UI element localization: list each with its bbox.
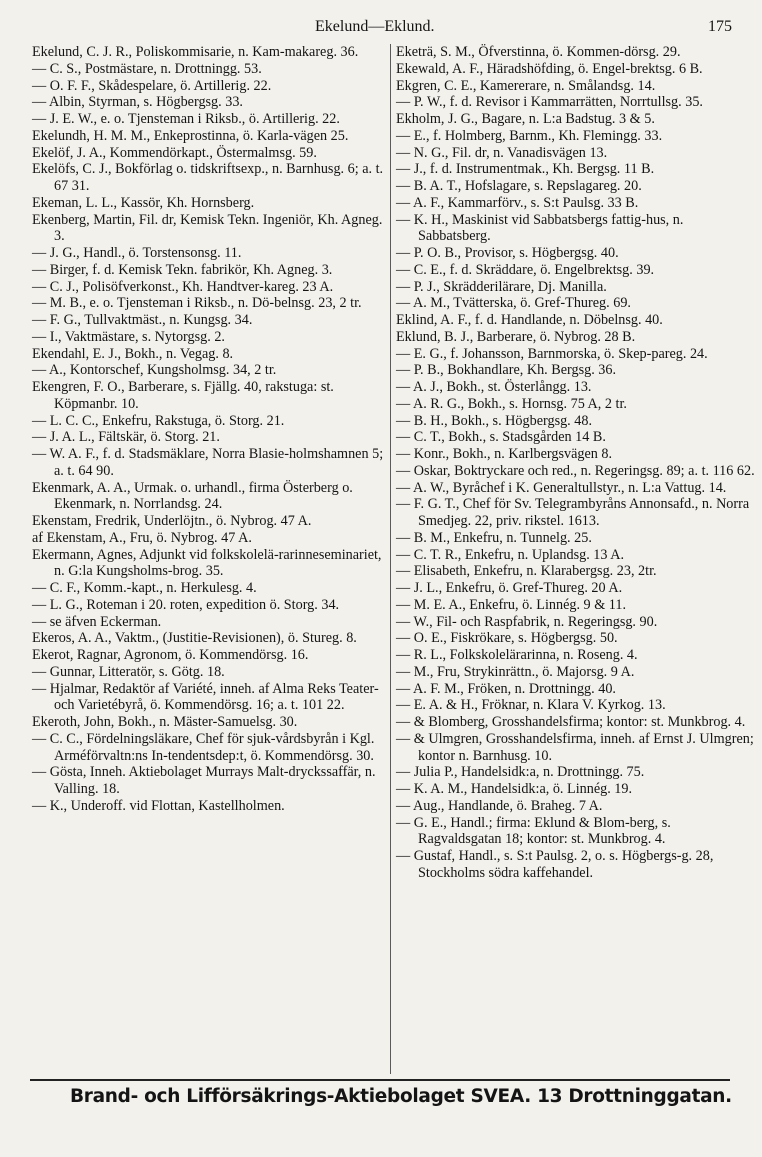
directory-entry: — C. C., Fördelningsläkare, Chef för sjuk-vårdsbyrån i Kgl. Arméförvaltn:ns In-tendentsdep:t, ö. Kommendörsg. 30. — [32, 730, 375, 764]
directory-entry: Eklund, B. J., Barberare, ö. Nybrog. 28 B. — [396, 328, 636, 345]
directory-entry: — & Blomberg, Grosshandelsfirma; kontor: st. Munkbrog. 4. — [396, 714, 746, 730]
directory-entry: — B. A. T., Hofslagare, s. Repslagareg. 20. — [396, 178, 642, 194]
directory-entry: — Albin, Styrman, s. Högbergsg. 33. — [32, 94, 243, 111]
directory-entry: — A. M., Tvätterska, ö. Gref-Thureg. 69. — [396, 295, 631, 312]
page-number: 175 — [708, 18, 732, 35]
directory-entry: — F. G. T., Chef för Sv. Telegrambyråns Annonsafd., n. Norra Smedjeg. 22, priv. rikstel. 1613. — [396, 496, 750, 529]
right-column — [396, 44, 756, 882]
directory-entry: — & Ulmgren, Grosshandelsfirma, inneh. af Ernst J. Ulmgren; kontor n. Barnhusg. 10. — [396, 730, 754, 764]
directory-entry: — C. S., Postmästare, n. Drottningg. 53. — [32, 60, 262, 77]
directory-entry: Ekerot, Ragnar, Agronom, ö. Kommendörsg. 16. — [32, 647, 309, 663]
directory-entry: — Oskar, Boktryckare och red., n. Regeringsg. 89; a. t. 116 62. — [396, 462, 755, 479]
directory-entry: Ekelund, C. J. R., Poliskommisarie, n. Kam-makareg. 36. — [32, 44, 359, 60]
directory-entry: — C. T., Bokh., s. Stadsgården 14 B. — [396, 429, 606, 446]
directory-entry: — F. G., Tullvaktmäst., n. Kungsg. 34. — [32, 312, 253, 328]
directory-entry: Ekenmark, A. A., Urmak. o. urhandl., firma Österberg o. Ekenmark, n. Norrlandsg. 24. — [32, 479, 353, 513]
footer-rule — [30, 1079, 730, 1081]
directory-entry: — P. B., Bokhandlare, Kh. Bergsg. 36. — [396, 362, 617, 379]
directory-entry: — J. G., Handl., ö. Torstensonsg. 11. — [32, 245, 242, 261]
directory-entry: — K. A. M., Handelsidk:a, ö. Linnég. 19. — [396, 781, 633, 797]
directory-entry: Ekelundh, H. M. M., Enkeprostinna, ö. Karla-vägen 25. — [32, 127, 349, 144]
directory-entry: — Hjalmar, Redaktör af Variété, inneh. af Alma Reks Teater- och Varietébyrå, ö. Kommendörsg. 16; a. t. 101 22. — [32, 680, 379, 714]
directory-entry: — J. A. L., Fältskär, ö. Storg. 21. — [32, 429, 220, 446]
directory-entry: Ekeman, L. L., Kassör, Kh. Hornsberg. — [32, 194, 255, 211]
directory-entry: — Julia P., Handelsidk:a, n. Drottningg. 75. — [396, 764, 645, 781]
advertisement-banner: Brand- och Lifförsäkrings-Aktiebolaget SVEA. 13 Drottninggatan. — [70, 1086, 732, 1107]
directory-entry: — R. L., Folkskolelärarinna, n. Roseng. 4. — [396, 647, 638, 663]
directory-entry: Ekelöfs, C. J., Bokförlag o. tidskriftsexp., n. Barnhusg. 6; a. t. 67 31. — [32, 161, 384, 194]
directory-entry: — A. W., Byråchef i K. Generaltullstyr., n. L:a Vattug. 14. — [396, 479, 727, 496]
directory-entry: — A. F. M., Fröken, n. Drottningg. 40. — [396, 680, 616, 697]
directory-entry: — M. E. A., Enkefru, ö. Linnég. 9 & 11. — [396, 596, 626, 613]
directory-entry: — L. G., Roteman i 20. roten, expedition ö. Storg. 34. — [32, 596, 340, 613]
directory-entry: — M., Fru, Strykinrättn., ö. Majorsg. 9 A. — [396, 663, 635, 680]
directory-entry: — A. J., Bokh., st. Österlångg. 13. — [396, 379, 592, 395]
directory-entry: — B. H., Bokh., s. Högbergsg. 48. — [396, 412, 593, 429]
directory-entry: Ekewald, A. F., Häradshöfding, ö. Engel-brektsg. 6 B. — [396, 60, 703, 77]
directory-entry: Ekenberg, Martin, Fil. dr, Kemisk Tekn. Ingeniör, Kh. Agneg. 3. — [32, 211, 383, 245]
directory-entry: — K., Underoff. vid Flottan, Kastellholmen. — [32, 797, 285, 814]
directory-entry: Ekeroth, John, Bokh., n. Mäster-Samuelsg. 30. — [32, 714, 298, 730]
directory-entry: — B. M., Enkefru, n. Tunnelg. 25. — [396, 529, 592, 546]
directory-entry: — E. G., f. Johansson, Barnmorska, ö. Skep-pareg. 24. — [396, 345, 708, 362]
directory-entry: — C. T. R., Enkefru, n. Uplandsg. 13 A. — [396, 546, 625, 563]
directory-entry: — M. B., e. o. Tjensteman i Riksb., n. Dö-belnsg. 23, 2 tr. — [32, 295, 362, 312]
directory-entry: Eketrä, S. M., Öfverstinna, ö. Kommen-dörsg. 29. — [396, 44, 681, 60]
directory-entry: — P. W., f. d. Revisor i Kammarrätten, Norrtullsg. 35. — [396, 94, 703, 111]
directory-entry: af Ekenstam, A., Fru, ö. Nybrog. 47 A. — [32, 529, 252, 546]
directory-entry: — P. J., Skrädderilärare, Dj. Manilla. — [396, 278, 607, 295]
directory-entry: Ekgren, C. E., Kamererare, n. Smålandsg. 14. — [396, 77, 656, 94]
directory-entry: Ekermann, Agnes, Adjunkt vid folkskolelä-rarinneseminariet, n. G:la Kungsholms-brog. 35. — [32, 546, 382, 580]
directory-entry: — Gustaf, Handl., s. S:t Paulsg. 2, o. s. Högbergs-g. 28, Stockholms södra kaffehandel. — [396, 848, 714, 881]
directory-entry: — Aug., Handlande, ö. Braheg. 7 A. — [396, 797, 603, 814]
directory-entry: Ekeros, A. A., Vaktm., (Justitie-Revisionen), ö. Stureg. 8. — [32, 630, 357, 647]
directory-entry: — O. F. F., Skådespelare, ö. Artillerig. 22. — [32, 77, 272, 94]
directory-entry: — L. C. C., Enkefru, Rakstuga, ö. Storg. 21. — [32, 412, 285, 429]
directory-entry: — C. E., f. d. Skräddare, ö. Engelbrektsg. 39. — [396, 261, 655, 278]
directory-entry: Ekengren, F. O., Barberare, s. Fjällg. 40, rakstuga: st. Köpmanbr. 10. — [32, 379, 334, 412]
directory-entry: — Konr., Bokh., n. Karlbergsvägen 8. — [396, 446, 613, 462]
directory-entry: — P. O. B., Provisor, s. Högbergsg. 40. — [396, 245, 619, 261]
directory-entry: — W., Fil- och Raspfabrik, n. Regeringsg. 90. — [396, 613, 658, 630]
page-title: Ekelund—Eklund. — [315, 18, 435, 35]
directory-entry: — A. R. G., Bokh., s. Hornsg. 75 A, 2 tr. — [396, 395, 627, 412]
directory-entry: — J., f. d. Instrumentmak., Kh. Bergsg. 11 B. — [396, 161, 655, 178]
directory-entry: — N. G., Fil. dr, n. Vanadisvägen 13. — [396, 144, 608, 161]
directory-entry: — Elisabeth, Enkefru, n. Klarabergsg. 23, 2tr. — [396, 563, 657, 580]
directory-entry: — Gösta, Inneh. Aktiebolaget Murrays Malt-dryckssaffär, n. Valling. 18. — [32, 764, 376, 797]
directory-entry: — E. A. & H., Fröknar, n. Klara V. Kyrkog. 13. — [396, 697, 666, 714]
directory-entry: Ekendahl, E. J., Bokh., n. Vegag. 8. — [32, 345, 234, 362]
directory-entry: — K. H., Maskinist vid Sabbatsbergs fattig-hus, n. Sabbatsberg. — [396, 211, 684, 245]
directory-entry: — A., Kontorschef, Kungsholmsg. 34, 2 tr. — [32, 362, 277, 379]
directory-entry: — J. E. W., e. o. Tjensteman i Riksb., ö. Artillerig. 22. — [32, 111, 340, 127]
column-divider — [390, 44, 391, 1074]
directory-entry: — E., f. Holmberg, Barnm., Kh. Flemingg. 33. — [396, 127, 663, 144]
directory-entry: — Gunnar, Litteratör, s. Götg. 18. — [32, 663, 225, 680]
directory-entry: — J. L., Enkefru, ö. Gref-Thureg. 20 A. — [396, 580, 623, 596]
directory-entry: Ekelöf, J. A., Kommendörkapt., Östermalmsg. 59. — [32, 144, 317, 161]
directory-entry: — A. F., Kammarförv., s. S:t Paulsg. 33 B. — [396, 194, 639, 211]
directory-entry: Ekholm, J. G., Bagare, n. L:a Badstug. 3 & 5. — [396, 111, 655, 127]
directory-entry: — se äfven Eckerman. — [32, 613, 162, 630]
directory-entry: Eklind, A. F., f. d. Handlande, n. Döbelnsg. 40. — [396, 312, 663, 328]
directory-entry: — I., Vaktmästare, s. Nytorgsg. 2. — [32, 328, 225, 345]
directory-entry: — Birger, f. d. Kemisk Tekn. fabrikör, Kh. Agneg. 3. — [32, 261, 333, 278]
directory-entry: — C. J., Polisöfverkonst., Kh. Handtver-kareg. 23 A. — [32, 278, 334, 295]
directory-entry: Ekenstam, Fredrik, Underlöjtn., ö. Nybrog. 47 A. — [32, 513, 312, 529]
directory-entry: — O. E., Fiskrökare, s. Högbergsg. 50. — [396, 630, 618, 647]
directory-entry: — C. F., Komm.-kapt., n. Herkulesg. 4. — [32, 580, 257, 596]
left-column — [32, 44, 388, 815]
page-header — [0, 18, 762, 40]
directory-entry: — G. E., Handl.; firma: Eklund & Blom-berg, s. Ragvaldsgatan 18; kontor: st. Munkbrog. 4. — [396, 814, 671, 848]
directory-entry: — W. A. F., f. d. Stadsmäklare, Norra Blasie-holmshamnen 5; a. t. 64 90. — [32, 446, 384, 479]
